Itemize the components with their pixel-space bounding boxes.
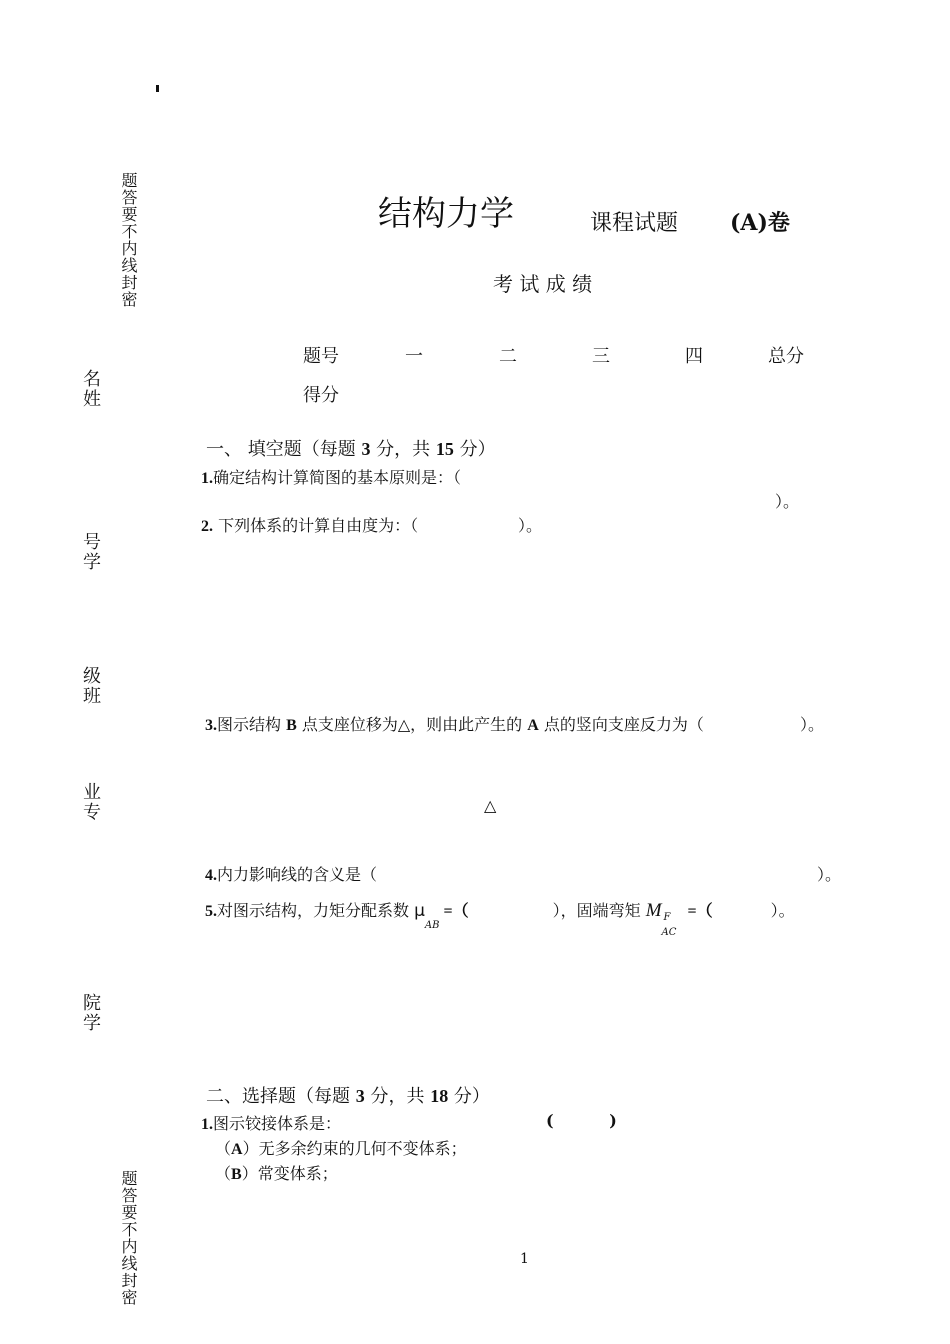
s1-q4-close: ）。	[817, 865, 842, 884]
header-q1: 一	[405, 346, 423, 367]
s2-q1-answer-paren: ( )	[546, 1111, 617, 1130]
exam-title: 课程试题	[590, 211, 679, 236]
name-label: 名姓	[83, 369, 101, 410]
seal-line-note-bottom: 题答要不内线封密	[119, 1170, 138, 1306]
course-title: 结构力学	[378, 194, 514, 234]
class-label: 级班	[83, 666, 101, 707]
s1-question-4: 4.内力影响线的含义是（	[205, 865, 378, 884]
college-label: 院学	[83, 993, 101, 1034]
major-label: 业专	[83, 782, 101, 823]
s1-question-1: 1.确定结构计算简图的基本原则是：（	[201, 468, 462, 487]
s1-question-3: 3.图示结构 B 点支座位移为△，则由此产生的 A 点的竖向支座反力为（	[205, 715, 704, 734]
section1-title: 一、 填空题（每题 3 分，共 15 分）	[206, 439, 496, 460]
seal-line-note-top: 题答要不内线封密	[119, 172, 138, 308]
score-title: 考 试 成 绩	[493, 272, 593, 296]
moment-symbol: M	[645, 900, 662, 921]
s1-q1-close: ）。	[775, 492, 800, 511]
header-q4: 四	[685, 346, 703, 367]
header-total: 总分	[768, 346, 804, 367]
moment-subscript: AC	[661, 927, 677, 938]
paper-label: (A)卷	[730, 210, 790, 236]
section2-title: 二、选择题（每题 3 分，共 18 分）	[206, 1086, 490, 1107]
corner-mark	[156, 85, 159, 92]
s1-q2-close: ）。	[518, 516, 543, 535]
s2-q1-option-a: （A）无多余约束的几何不变体系；	[215, 1139, 467, 1158]
header-q2: 二	[499, 346, 517, 367]
displacement-triangle: △	[484, 796, 497, 815]
header-question-no: 题号	[303, 346, 339, 367]
student-id-label: 号学	[83, 532, 101, 573]
page-number: 1	[520, 1251, 529, 1267]
s1-q3-close: ）。	[800, 715, 825, 734]
s2-question-1: 1.图示铰接体系是：	[201, 1114, 342, 1133]
score-row-label: 得分	[303, 385, 339, 406]
header-q3: 三	[592, 346, 610, 367]
moment-superscript: F	[663, 912, 671, 923]
s2-q1-option-b: （B）常变体系；	[215, 1164, 338, 1183]
mu-subscript: AB	[424, 920, 440, 931]
mu-symbol: μ	[414, 901, 425, 921]
s1-question-5: 5.对图示结构，力矩分配系数 $\mu_{AB}$ =（ ），固端弯矩 M F AC =（ ）。	[205, 900, 795, 938]
s1-question-2: 2. 下列体系的计算自由度为：（	[201, 516, 419, 535]
score-table-header	[303, 342, 823, 366]
